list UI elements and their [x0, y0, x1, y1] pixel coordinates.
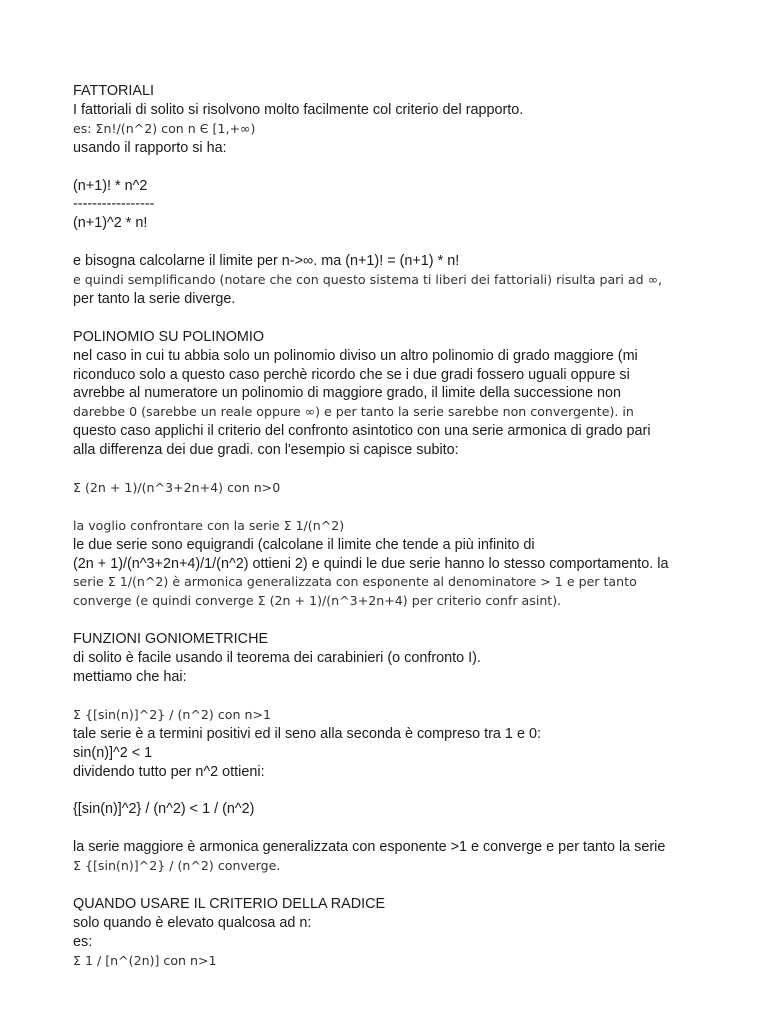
text-line: la serie maggiore è armonica generalizzata con esponente >1 e converge e per tanto la serie	[73, 839, 666, 856]
document-body	[73, 82, 753, 970]
text-line: tale serie è a termini positivi ed il seno alla seconda è compreso tra 1 e 0:	[73, 725, 541, 742]
text-line: solo quando è elevato qualcosa ad n:	[73, 914, 312, 931]
text-line: dividendo tutto per n^2 ottieni:	[73, 763, 265, 780]
section-heading: FUNZIONI GONIOMETRICHE	[73, 631, 269, 648]
text-line: converge (e quindi converge Σ (2n + 1)/(n^3+2n+4) per criterio confr asint).	[73, 593, 562, 609]
fraction-denominator: (n+1)^2 * n!	[73, 215, 148, 232]
text-line: alla differenza dei due gradi. con l'esempio si capisce subito:	[73, 442, 459, 459]
text-line: (2n + 1)/(n^3+2n+4)/1/(n^2) ottieni 2) e quindi le due serie hanno lo stesso comportamento. la	[73, 555, 669, 572]
blank-line	[73, 233, 753, 252]
text-line: questo caso applichi il criterio del confronto asintotico con una serie armonica di grado pari	[73, 423, 651, 440]
blank-line	[73, 611, 753, 630]
formula-line: Σ {[sin(n)]^2} / (n^2) con n>1	[73, 706, 272, 722]
blank-line	[73, 158, 753, 177]
text-line: riconduco solo a questo caso perchè ricordo che se i due gradi fossero uguali oppure si	[73, 366, 630, 383]
formula-line: Σ 1 / [n^(2n)] con n>1	[73, 952, 217, 968]
text-line: usando il rapporto si ha:	[73, 139, 227, 156]
text-line: darebbe 0 (sarebbe un reale oppure ∞) e per tanto la serie sarebbe non convergente). in	[73, 404, 634, 420]
formula-line: Σ (2n + 1)/(n^3+2n+4) con n>0	[73, 479, 281, 495]
blank-line	[73, 309, 753, 328]
text-line: I fattoriali di solito si risolvono molto facilmente col criterio del rapporto.	[73, 101, 524, 118]
text-line: per tanto la serie diverge.	[73, 290, 236, 307]
formula-line: {[sin(n)]^2} / (n^2) < 1 / (n^2)	[73, 801, 255, 818]
text-line: la voglio confrontare con la serie Σ 1/(n^2)	[73, 517, 345, 533]
text-line: nel caso in cui tu abbia solo un polinomio diviso un altro polinomio di grado maggiore (mi	[73, 347, 638, 364]
formula-line: Σ {[sin(n)]^2} / (n^2) converge.	[73, 858, 281, 874]
blank-line	[73, 819, 753, 838]
section-heading: QUANDO USARE IL CRITERIO DELLA RADICE	[73, 895, 386, 912]
formula-line: sin(n)]^2 < 1	[73, 744, 153, 761]
text-line: e quindi semplificando (notare che con questo sistema ti liberi dei fattoriali) risulta pari ad ∞,	[73, 272, 663, 288]
text-line: avrebbe al numeratore un polinomio di maggiore grado, il limite della successione non	[73, 385, 621, 402]
blank-line	[73, 687, 753, 706]
text-line: es:	[73, 933, 93, 950]
text-line: di solito è facile usando il teorema dei carabinieri (o confronto I).	[73, 650, 481, 667]
blank-line	[73, 460, 753, 479]
fraction-bar: -----------------	[73, 196, 155, 213]
blank-line	[73, 498, 753, 517]
section-radice	[73, 895, 753, 971]
section-goniometriche	[73, 630, 753, 876]
fraction-numerator: (n+1)! * n^2	[73, 177, 148, 194]
blank-line	[73, 876, 753, 895]
section-heading: POLINOMIO SU POLINOMIO	[73, 328, 265, 345]
section-fattoriali	[73, 82, 753, 309]
section-heading: FATTORIALI	[73, 83, 155, 99]
text-line: e bisogna calcolarne il limite per n->∞. ma (n+1)! = (n+1) * n!	[73, 253, 460, 270]
formula-line: es: Σn!/(n^2) con n Є [1,+∞)	[73, 120, 256, 136]
text-line: le due serie sono equigrandi (calcolane il limite che tende a più infinito di	[73, 536, 535, 553]
text-line: serie Σ 1/(n^2) è armonica generalizzata con esponente al denominatore > 1 e per tanto	[73, 574, 637, 590]
section-polinomio	[73, 328, 753, 612]
blank-line	[73, 781, 753, 800]
text-line: mettiamo che hai:	[73, 669, 187, 685]
